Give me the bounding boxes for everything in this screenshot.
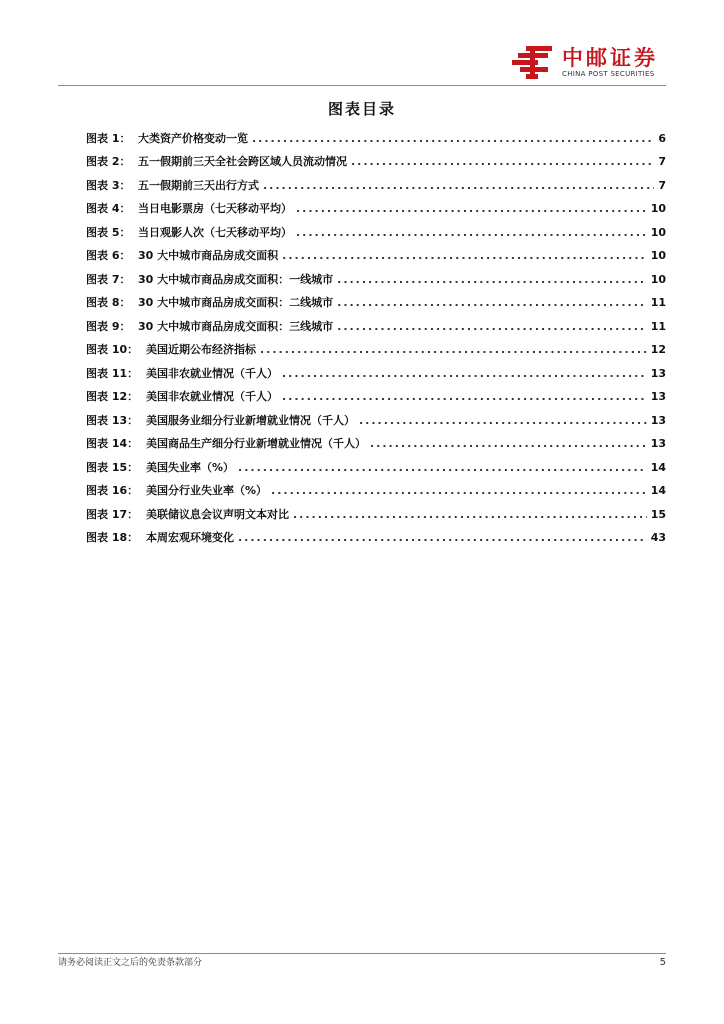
toc-entry-label: 图表 7：: [86, 272, 131, 286]
toc-entry-title: 美国非农就业情况（千人）: [146, 390, 278, 404]
toc-entry-page: 10: [650, 272, 666, 286]
toc-entry-page: 7: [658, 155, 666, 169]
toc-entry-title: 本周宏观环境变化: [146, 531, 234, 545]
toc-entry-page: 13: [650, 437, 666, 451]
toc-entry-label: 图表 14：: [86, 437, 139, 451]
toc-entry-label: 图表 13：: [86, 413, 139, 427]
toc-entry[interactable]: [86, 339, 666, 363]
toc-entry-title: 当日观影人次（七天移动平均）: [138, 225, 292, 239]
toc-leader-dots: [337, 296, 647, 310]
toc-entry-page: 14: [650, 484, 666, 498]
toc-leader-dots: [337, 273, 647, 287]
toc-entry[interactable]: [86, 433, 666, 457]
toc-entry-label: 图表 18：: [86, 531, 139, 545]
toc-leader-dots: [282, 390, 647, 404]
toc-list: [86, 127, 666, 550]
toc-entry-page: 13: [650, 390, 666, 404]
toc-entry-title: 美国服务业细分行业新增就业情况（千人）: [146, 413, 355, 427]
toc-entry-label: 图表 8：: [86, 296, 131, 310]
toc-entry-label: 图表 2：: [86, 155, 131, 169]
toc-leader-dots: [296, 226, 647, 240]
toc-entry[interactable]: [86, 503, 666, 527]
toc-entry-label: 图表 17：: [86, 507, 139, 521]
toc-entry[interactable]: [86, 174, 666, 198]
toc-leader-dots: [370, 437, 647, 451]
toc-leader-dots: [238, 461, 647, 475]
toc-entry-label: 图表 10：: [86, 343, 139, 357]
toc-entry-page: 10: [650, 202, 666, 216]
header-divider: [58, 85, 666, 86]
toc-entry[interactable]: [86, 527, 666, 551]
logo-english-name: CHINA POST SECURITIES: [562, 70, 655, 78]
toc-entry-page: 12: [650, 343, 666, 357]
toc-entry[interactable]: [86, 292, 666, 316]
toc-entry-page: 10: [650, 225, 666, 239]
footer-divider: [58, 953, 666, 954]
toc-entry-title: 美国商品生产细分行业新增就业情况（千人）: [146, 437, 366, 451]
toc-entry-title: 美国分行业失业率（%）: [146, 484, 268, 498]
toc-entry[interactable]: [86, 245, 666, 269]
toc-entry-title: 30 大中城市商品房成交面积：二线城市: [138, 296, 334, 310]
toc-entry-title: 30 大中城市商品房成交面积: [138, 249, 279, 263]
toc-entry-label: 图表 5：: [86, 225, 131, 239]
toc-entry-title: 美联储议息会议声明文本对比: [146, 507, 289, 521]
toc-entry-label: 图表 15：: [86, 460, 139, 474]
toc-entry[interactable]: [86, 409, 666, 433]
toc-entry[interactable]: [86, 362, 666, 386]
toc-entry-title: 美国近期公布经济指标: [146, 343, 256, 357]
toc-entry-title: 五一假期前三天全社会跨区域人员流动情况: [138, 155, 347, 169]
toc-leader-dots: [263, 179, 654, 193]
toc-entry-label: 图表 11：: [86, 366, 139, 380]
toc-entry-page: 7: [658, 178, 666, 192]
toc-entry-page: 11: [650, 319, 666, 333]
toc-entry[interactable]: [86, 386, 666, 410]
toc-leader-dots: [282, 249, 647, 263]
toc-leader-dots: [296, 202, 647, 216]
toc-entry[interactable]: [86, 127, 666, 151]
toc-entry-title: 五一假期前三天出行方式: [138, 178, 259, 192]
toc-entry-title: 当日电影票房（七天移动平均）: [138, 202, 292, 216]
toc-entry-label: 图表 1：: [86, 131, 131, 145]
toc-leader-dots: [271, 484, 647, 498]
toc-leader-dots: [252, 132, 654, 146]
toc-entry-title: 30 大中城市商品房成交面积：一线城市: [138, 272, 334, 286]
footer-disclaimer: 请务必阅读正文之后的免责条款部分: [58, 958, 203, 968]
toc-entry-label: 图表 9：: [86, 319, 131, 333]
china-post-logo-icon: [512, 46, 556, 80]
toc-title: 图表目录: [327, 100, 396, 118]
logo-chinese-name: 中邮证券: [562, 46, 658, 70]
toc-leader-dots: [293, 508, 647, 522]
toc-entry[interactable]: [86, 221, 666, 245]
toc-entry-label: 图表 3：: [86, 178, 131, 192]
toc-entry-page: 13: [650, 413, 666, 427]
toc-entry-label: 图表 4：: [86, 202, 131, 216]
toc-entry[interactable]: [86, 198, 666, 222]
toc-entry[interactable]: [86, 456, 666, 480]
toc-entry-title: 美国失业率（%）: [146, 460, 235, 474]
toc-entry-page: 6: [658, 131, 666, 145]
toc-entry-label: 图表 6：: [86, 249, 131, 263]
toc-entry-page: 43: [650, 531, 666, 545]
toc-entry[interactable]: [86, 151, 666, 175]
toc-entry-page: 10: [650, 249, 666, 263]
toc-entry[interactable]: [86, 268, 666, 292]
toc-leader-dots: [359, 414, 647, 428]
toc-entry[interactable]: [86, 315, 666, 339]
toc-entry-title: 大类资产价格变动一览: [138, 131, 248, 145]
toc-leader-dots: [260, 343, 647, 357]
company-logo: [512, 44, 672, 84]
page-number: 5: [659, 957, 666, 968]
toc-entry[interactable]: [86, 480, 666, 504]
toc-entry-page: 15: [650, 507, 666, 521]
toc-entry-page: 14: [650, 460, 666, 474]
toc-entry-title: 30 大中城市商品房成交面积：三线城市: [138, 319, 334, 333]
toc-leader-dots: [351, 155, 654, 169]
toc-entry-title: 美国非农就业情况（千人）: [146, 366, 278, 380]
toc-entry-page: 11: [650, 296, 666, 310]
toc-leader-dots: [282, 367, 647, 381]
toc-entry-label: 图表 12：: [86, 390, 139, 404]
toc-leader-dots: [238, 531, 647, 545]
toc-leader-dots: [337, 320, 647, 334]
toc-entry-label: 图表 16：: [86, 484, 139, 498]
toc-entry-page: 13: [650, 366, 666, 380]
